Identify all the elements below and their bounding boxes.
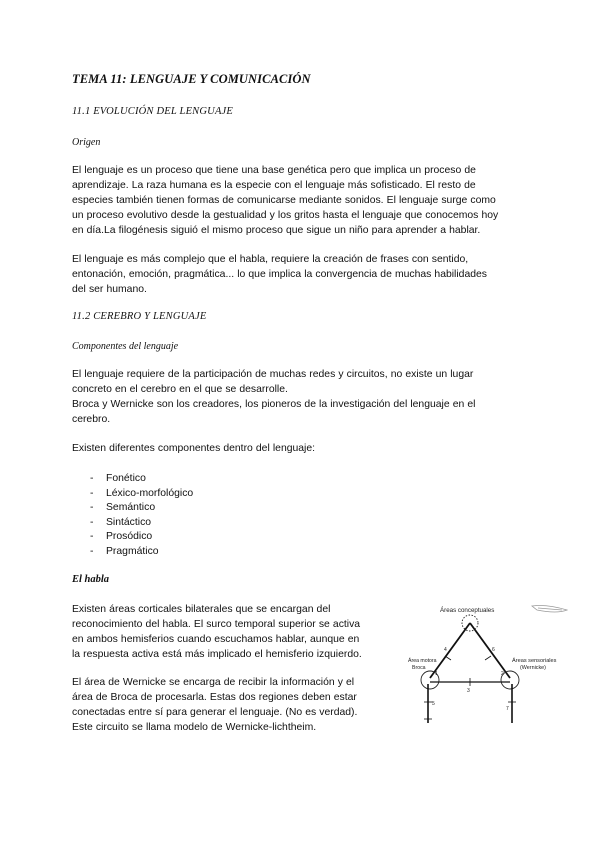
text-line: del ser humano. bbox=[72, 284, 147, 295]
list-item-label: Semántico bbox=[106, 502, 156, 514]
label-wernicke: (Wernicke) bbox=[520, 665, 546, 671]
subheading-el-habla: El habla bbox=[72, 574, 110, 585]
text-line: en ambos hemisferios cuando escuchamos hablar, aunque en bbox=[72, 634, 360, 645]
lesion-marks bbox=[424, 656, 516, 719]
list-item-label: Sintáctico bbox=[106, 516, 152, 528]
text-line: concreto en el cerebro en el que se desarrolle. bbox=[72, 384, 288, 395]
paragraph-areas-corticales bbox=[72, 602, 362, 662]
subheading-componentes: Componentes del lenguaje bbox=[72, 341, 179, 352]
list-item bbox=[90, 487, 193, 502]
edge-right bbox=[470, 623, 510, 678]
section-heading-cerebro: 11.2 CEREBRO Y LENGUAJE bbox=[72, 311, 207, 322]
list-marker: - bbox=[90, 487, 94, 499]
number-3: 3 bbox=[467, 688, 470, 694]
text-line: cerebro. bbox=[72, 414, 111, 425]
text-line: El lenguaje es un proceso que tiene una base genética pero que implica un proceso de bbox=[72, 165, 476, 176]
text-line: El área de Wernicke se encarga de recibir la información y el bbox=[72, 677, 355, 688]
text-line: la respuesta activa está más implicado el hemisferio izquierdo. bbox=[72, 649, 362, 660]
text-line: Broca y Wernicke son los creadores, los pioneros de la investigación del lenguaje en el bbox=[72, 399, 476, 410]
paragraph-habla-complejidad bbox=[72, 252, 487, 297]
list-item-label: Prosódico bbox=[106, 531, 153, 543]
number-5: 5 bbox=[432, 701, 435, 707]
paragraph-wernicke-broca bbox=[72, 675, 357, 735]
components-list bbox=[90, 472, 193, 560]
list-item bbox=[90, 501, 193, 516]
list-item bbox=[90, 516, 193, 531]
text-line: reconocimiento del habla. El surco temporal superior se activa bbox=[72, 619, 361, 630]
text-line: Este circuito se llama modelo de Wernicke-lichtheim. bbox=[72, 722, 317, 733]
edge-left bbox=[430, 623, 470, 678]
paragraph-componentes-intro: Existen diferentes componentes dentro del lenguaje: bbox=[72, 443, 316, 454]
list-item bbox=[90, 472, 193, 487]
list-item-label: Léxico-morfológico bbox=[106, 487, 194, 499]
subheading-origen: Origen bbox=[72, 137, 101, 148]
list-marker: - bbox=[90, 545, 94, 557]
section-heading-evolucion: 11.1 EVOLUCIÓN DEL LENGUAJE bbox=[72, 106, 234, 117]
label-areas-conceptuales: Áreas conceptuales bbox=[440, 607, 495, 614]
list-item-label: Fonético bbox=[106, 473, 146, 484]
text-line: Existen áreas corticales bilaterales que se encargan del bbox=[72, 604, 331, 615]
text-line: conectadas entre sí para generar el lenguaje. (No es verdad). bbox=[72, 707, 358, 718]
list-item bbox=[90, 530, 193, 545]
number-4: 4 bbox=[444, 647, 447, 653]
text-line: especies también tienen formas de comunicarse mediante sonidos. El lenguaje surge como bbox=[72, 195, 496, 206]
text-line: aprendizaje. La raza humana es la especie con el lenguaje más sofisticado. El resto de bbox=[72, 180, 476, 191]
text-line: un proceso evolutivo desde la gestualidad y los gritos hasta el lenguaje que conocemos hoy bbox=[72, 210, 499, 221]
number-6: 6 bbox=[492, 647, 495, 653]
wernicke-lichtheim-diagram bbox=[408, 598, 582, 723]
number-2: 2 bbox=[501, 671, 504, 677]
label-areas-sensoriales: Áreas sensoriales bbox=[512, 658, 557, 664]
number-7: 7 bbox=[506, 706, 509, 712]
text-line: El lenguaje requiere de la participación de muchas redes y circuitos, no existe un lugar bbox=[72, 369, 474, 380]
text-line: entonación, emoción, pragmática... lo que implica la convergencia de muchas habilidades bbox=[72, 269, 487, 280]
label-area-motora: Área motora bbox=[408, 658, 437, 664]
label-broca: Broca bbox=[412, 665, 426, 671]
list-marker: - bbox=[90, 531, 94, 543]
list-item bbox=[90, 545, 193, 560]
list-item-label: Pragmático bbox=[106, 545, 159, 557]
paragraph-origen bbox=[72, 163, 498, 238]
text-line: área de Broca de procesarla. Estas dos regiones deben estar bbox=[72, 692, 357, 703]
text-line: El lenguaje es más complejo que el habla, requiere la creación de frases con sentido, bbox=[72, 254, 469, 265]
number-1: 1 bbox=[435, 671, 438, 677]
list-marker: - bbox=[90, 516, 94, 528]
paragraph-redes bbox=[72, 367, 475, 427]
text-line: en día.La filogénesis siguió el mismo proceso que sigue un niño para aprender a hablar. bbox=[72, 225, 481, 236]
scribble-decoration bbox=[532, 606, 567, 613]
list-marker: - bbox=[90, 473, 94, 484]
list-marker: - bbox=[90, 502, 94, 514]
page-title: TEMA 11: LENGUAJE Y COMUNICACIÓN bbox=[72, 72, 311, 86]
